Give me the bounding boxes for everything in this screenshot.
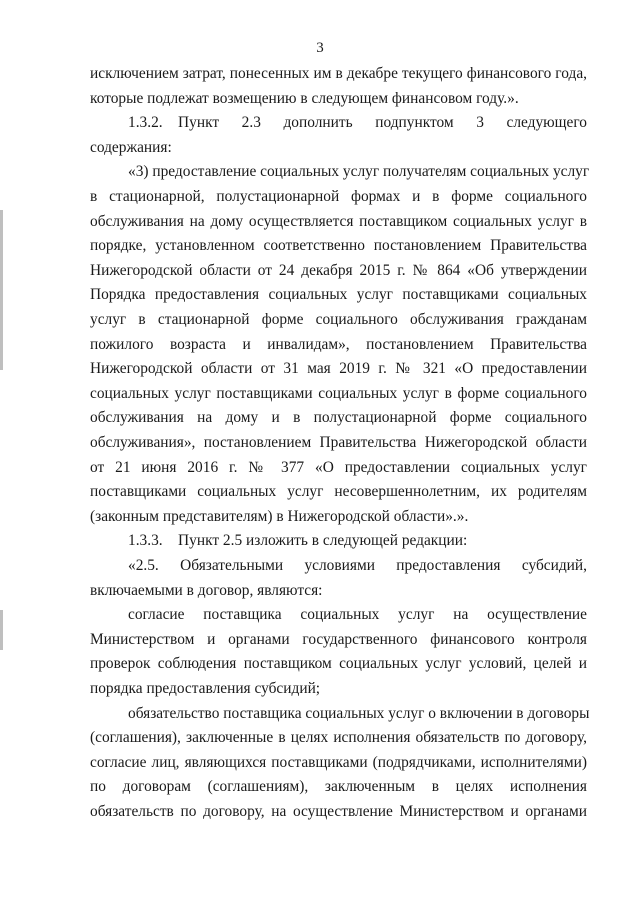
text-line: «3) предоставление социальных услуг получателям социальных услуг [128, 163, 590, 181]
text-line: Порядка предоставления социальных услуг поставщиками социальных [90, 286, 587, 304]
scan-edge-mark [0, 610, 3, 650]
text-line: Нижегородской области от 31 мая 2019 г. № 321 «О предоставлении [90, 360, 587, 378]
text-line: порядка предоставления субсидий; [90, 680, 321, 697]
text-line: включаемыми в договор, являются: [90, 581, 323, 599]
text-line: исключением затрат, понесенных им в декабре текущего финансового года, [90, 65, 587, 82]
text-line: в стационарной, полустационарной формах и в форме социального [90, 188, 587, 205]
page-number: 3 [316, 40, 324, 56]
text-line: услуг в стационарной форме социального обслуживания гражданам [90, 311, 587, 328]
text-line: содержания: [90, 138, 172, 156]
text-line: пожилого возраста и инвалидам», постановлением Правительства [90, 335, 587, 353]
text-line: согласие поставщика социальных услуг на осуществление [128, 606, 587, 624]
text-line: 1.3.3. Пункт 2.5 изложить в следующей редакции: [128, 532, 468, 550]
text-line: обслуживания на дому и в полустационарной форме социального [90, 409, 587, 427]
text-line: социальных услуг поставщиками социальных услуг в форме социального [90, 384, 587, 402]
text-line: проверок соблюдения поставщиком социальных услуг условий, целей и [90, 655, 587, 673]
text-line: Нижегородской области от 24 декабря 2015 г. № 864 «Об утверждении [90, 261, 587, 279]
text-line: по договорам (соглашениям), заключенным в целях исполнения [90, 778, 587, 796]
text-line: которые подлежат возмещению в следующем финансовом году.». [90, 89, 519, 107]
text-line: обязательств по договору, на осуществление Министерством и органами [90, 803, 587, 820]
text-line: обязательство поставщика социальных услуг о включении в договоры [128, 704, 590, 722]
text-line: «2.5. Обязательными условиями предоставления субсидий, [128, 557, 587, 574]
text-line: порядке, установленном соответственно постановлением Правительства [90, 237, 587, 255]
text-line: от 21 июня 2016 г. № 377 «О предоставлении социальных услуг [90, 458, 587, 476]
text-line: 1.3.2. Пункт 2.3 дополнить подпунктом 3 следующего [128, 114, 587, 132]
text-line: (законным представителям) в Нижегородской области».». [90, 507, 469, 525]
text-line: обслуживания», постановлением Правительства Нижегородской области [90, 434, 587, 451]
text-line: Министерством и органами государственного финансового контроля [90, 630, 587, 648]
scan-edge-mark [0, 210, 3, 370]
text-line: поставщиками социальных услуг несовершеннолетним, их родителям [90, 483, 587, 501]
text-line: согласие лиц, являющихся поставщиками (подрядчиками, исполнителями) [90, 753, 587, 771]
text-line: обслуживания на дому осуществляется поставщиком социальных услуг в [90, 212, 587, 230]
text-line: (соглашения), заключенные в целях исполнения обязательств по договору, [90, 729, 587, 747]
